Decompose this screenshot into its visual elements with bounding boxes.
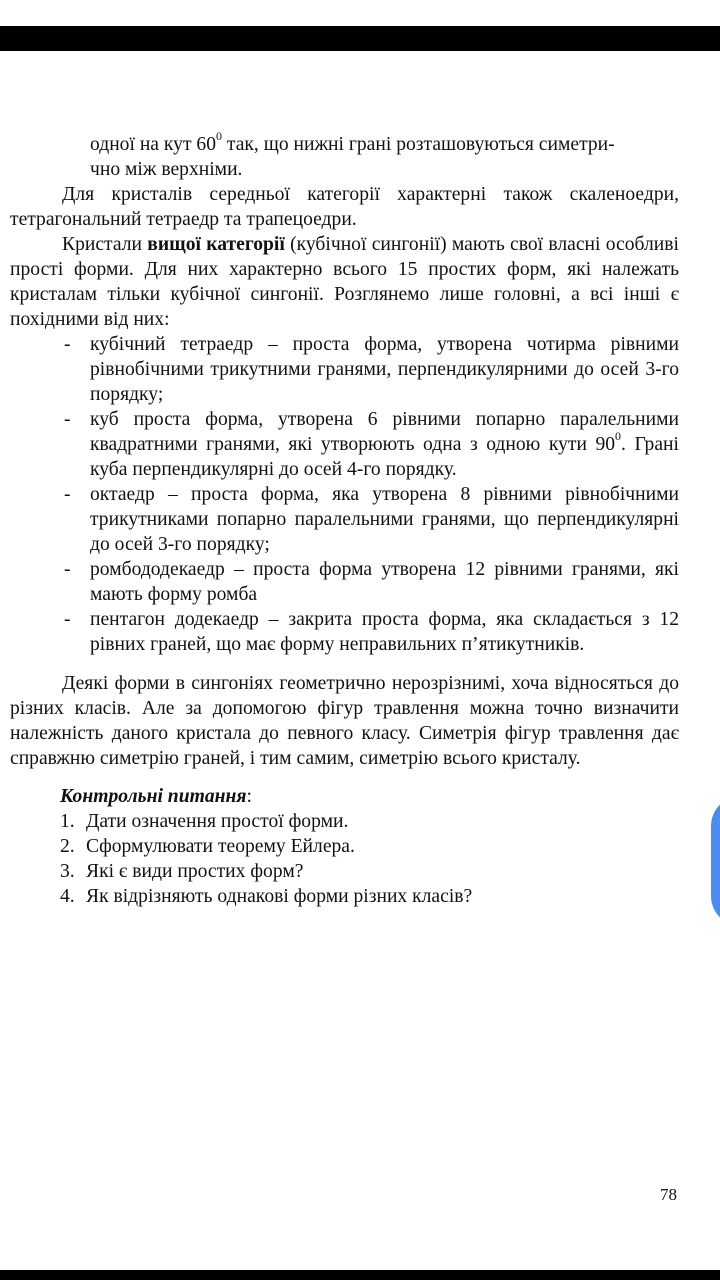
dash-marker: - (64, 409, 71, 430)
question-text: Дати означення простої форми. (86, 811, 349, 832)
question-item (10, 859, 679, 884)
list-item-cube (10, 407, 679, 482)
document-text (10, 129, 679, 909)
list-item-tetrahedron (10, 332, 679, 407)
intro-line-2: чно між верхніми. (90, 159, 243, 180)
list-item-text: куб проста форма, утворена 6 рівними попарно паралельними квадратними гранями, які утворюють одна з одною кути 90 (90, 409, 679, 455)
dash-marker: - (64, 484, 71, 505)
questions-heading (10, 784, 679, 809)
intro-line-1 (10, 129, 679, 157)
dash-marker: - (64, 609, 71, 630)
question-text: Як відрізняють однакові форми різних класів? (86, 886, 473, 907)
intro-text-a: одної на кут 60 (90, 134, 217, 155)
dash-marker: - (64, 334, 71, 355)
question-item (10, 834, 679, 859)
question-item (10, 809, 679, 834)
forms-list (10, 332, 679, 657)
dash-marker: - (64, 559, 71, 580)
list-item-text: ромбододекаедр – проста форма утворена 12 рівними гранями, які мають форму ромба (90, 559, 679, 605)
list-item-text-b: . Грані куба перпендикулярні до осей 4-го порядку. (90, 434, 679, 480)
list-item-text: пентагон додекаедр – закрита проста форма, яка складається з 12 рівних граней, що має форму неправильних п’ятикутників. (90, 609, 679, 655)
page-number: 78 (660, 1185, 677, 1204)
higher-category-bold: вищої категорії (147, 234, 285, 255)
higher-text-a: Кристали (62, 234, 148, 255)
list-item-rhombododecahedron (10, 557, 679, 607)
intro-text-b: так, що нижні грані розташовуються симетри- (222, 134, 615, 155)
question-number: 3. (60, 861, 75, 882)
questions-heading-text: Контрольні питання (60, 786, 247, 807)
bottom-black-band (0, 1270, 720, 1280)
paragraph-higher-category (10, 232, 679, 332)
question-number: 2. (60, 836, 75, 857)
question-text: Сформулювати теорему Ейлера. (86, 836, 355, 857)
list-item-text: октаедр – проста форма, яка утворена 8 рівними рівнобічними трикутниками попарно паралельними гранями, що перпендикулярні до осей 3-го порядку; (90, 484, 679, 555)
list-item-pentagon-dodecahedron (10, 607, 679, 657)
intro-superscript: 0 (216, 129, 223, 144)
questions-heading-colon: : (246, 786, 252, 807)
paragraph-middle-category: Для кристалів середньої категорії характерні також скаленоедри, тетрагональний тетраедр та трапецоедри. (10, 184, 679, 230)
higher-text-b: (кубічної сингонії) мають свої власні особливі прості форми. Для них характерно всього 15 простих форм, які належать кристалам тільки кубічної сингонії. Розглянемо лише головні, а всі інші є похідними від них: (10, 234, 679, 330)
paragraph-etching-figures: Деякі форми в сингоніях геометрично нерозрізнимі, хоча відносяться до різних класів. Але за допомогою фігур травлення можна точно визначити належність даного кристала до певного класу. Симетрія фігур травлення дає справжню симетрію граней, і тим самим, симетрію всього кристалу. (10, 673, 679, 769)
list-item-octahedron (10, 482, 679, 557)
question-text: Які є види простих форм? (86, 861, 304, 882)
scroll-handle-button[interactable] (711, 796, 720, 926)
question-number: 4. (60, 886, 75, 907)
cube-superscript: 0 (615, 429, 622, 444)
question-item (10, 884, 679, 909)
list-item-text: кубічний тетраедр – проста форма, утворена чотирма рівними рівнобічними трикутними гранями, перпендикулярними до осей 3-го порядку; (90, 334, 679, 405)
questions-list (10, 809, 679, 909)
question-number: 1. (60, 811, 75, 832)
